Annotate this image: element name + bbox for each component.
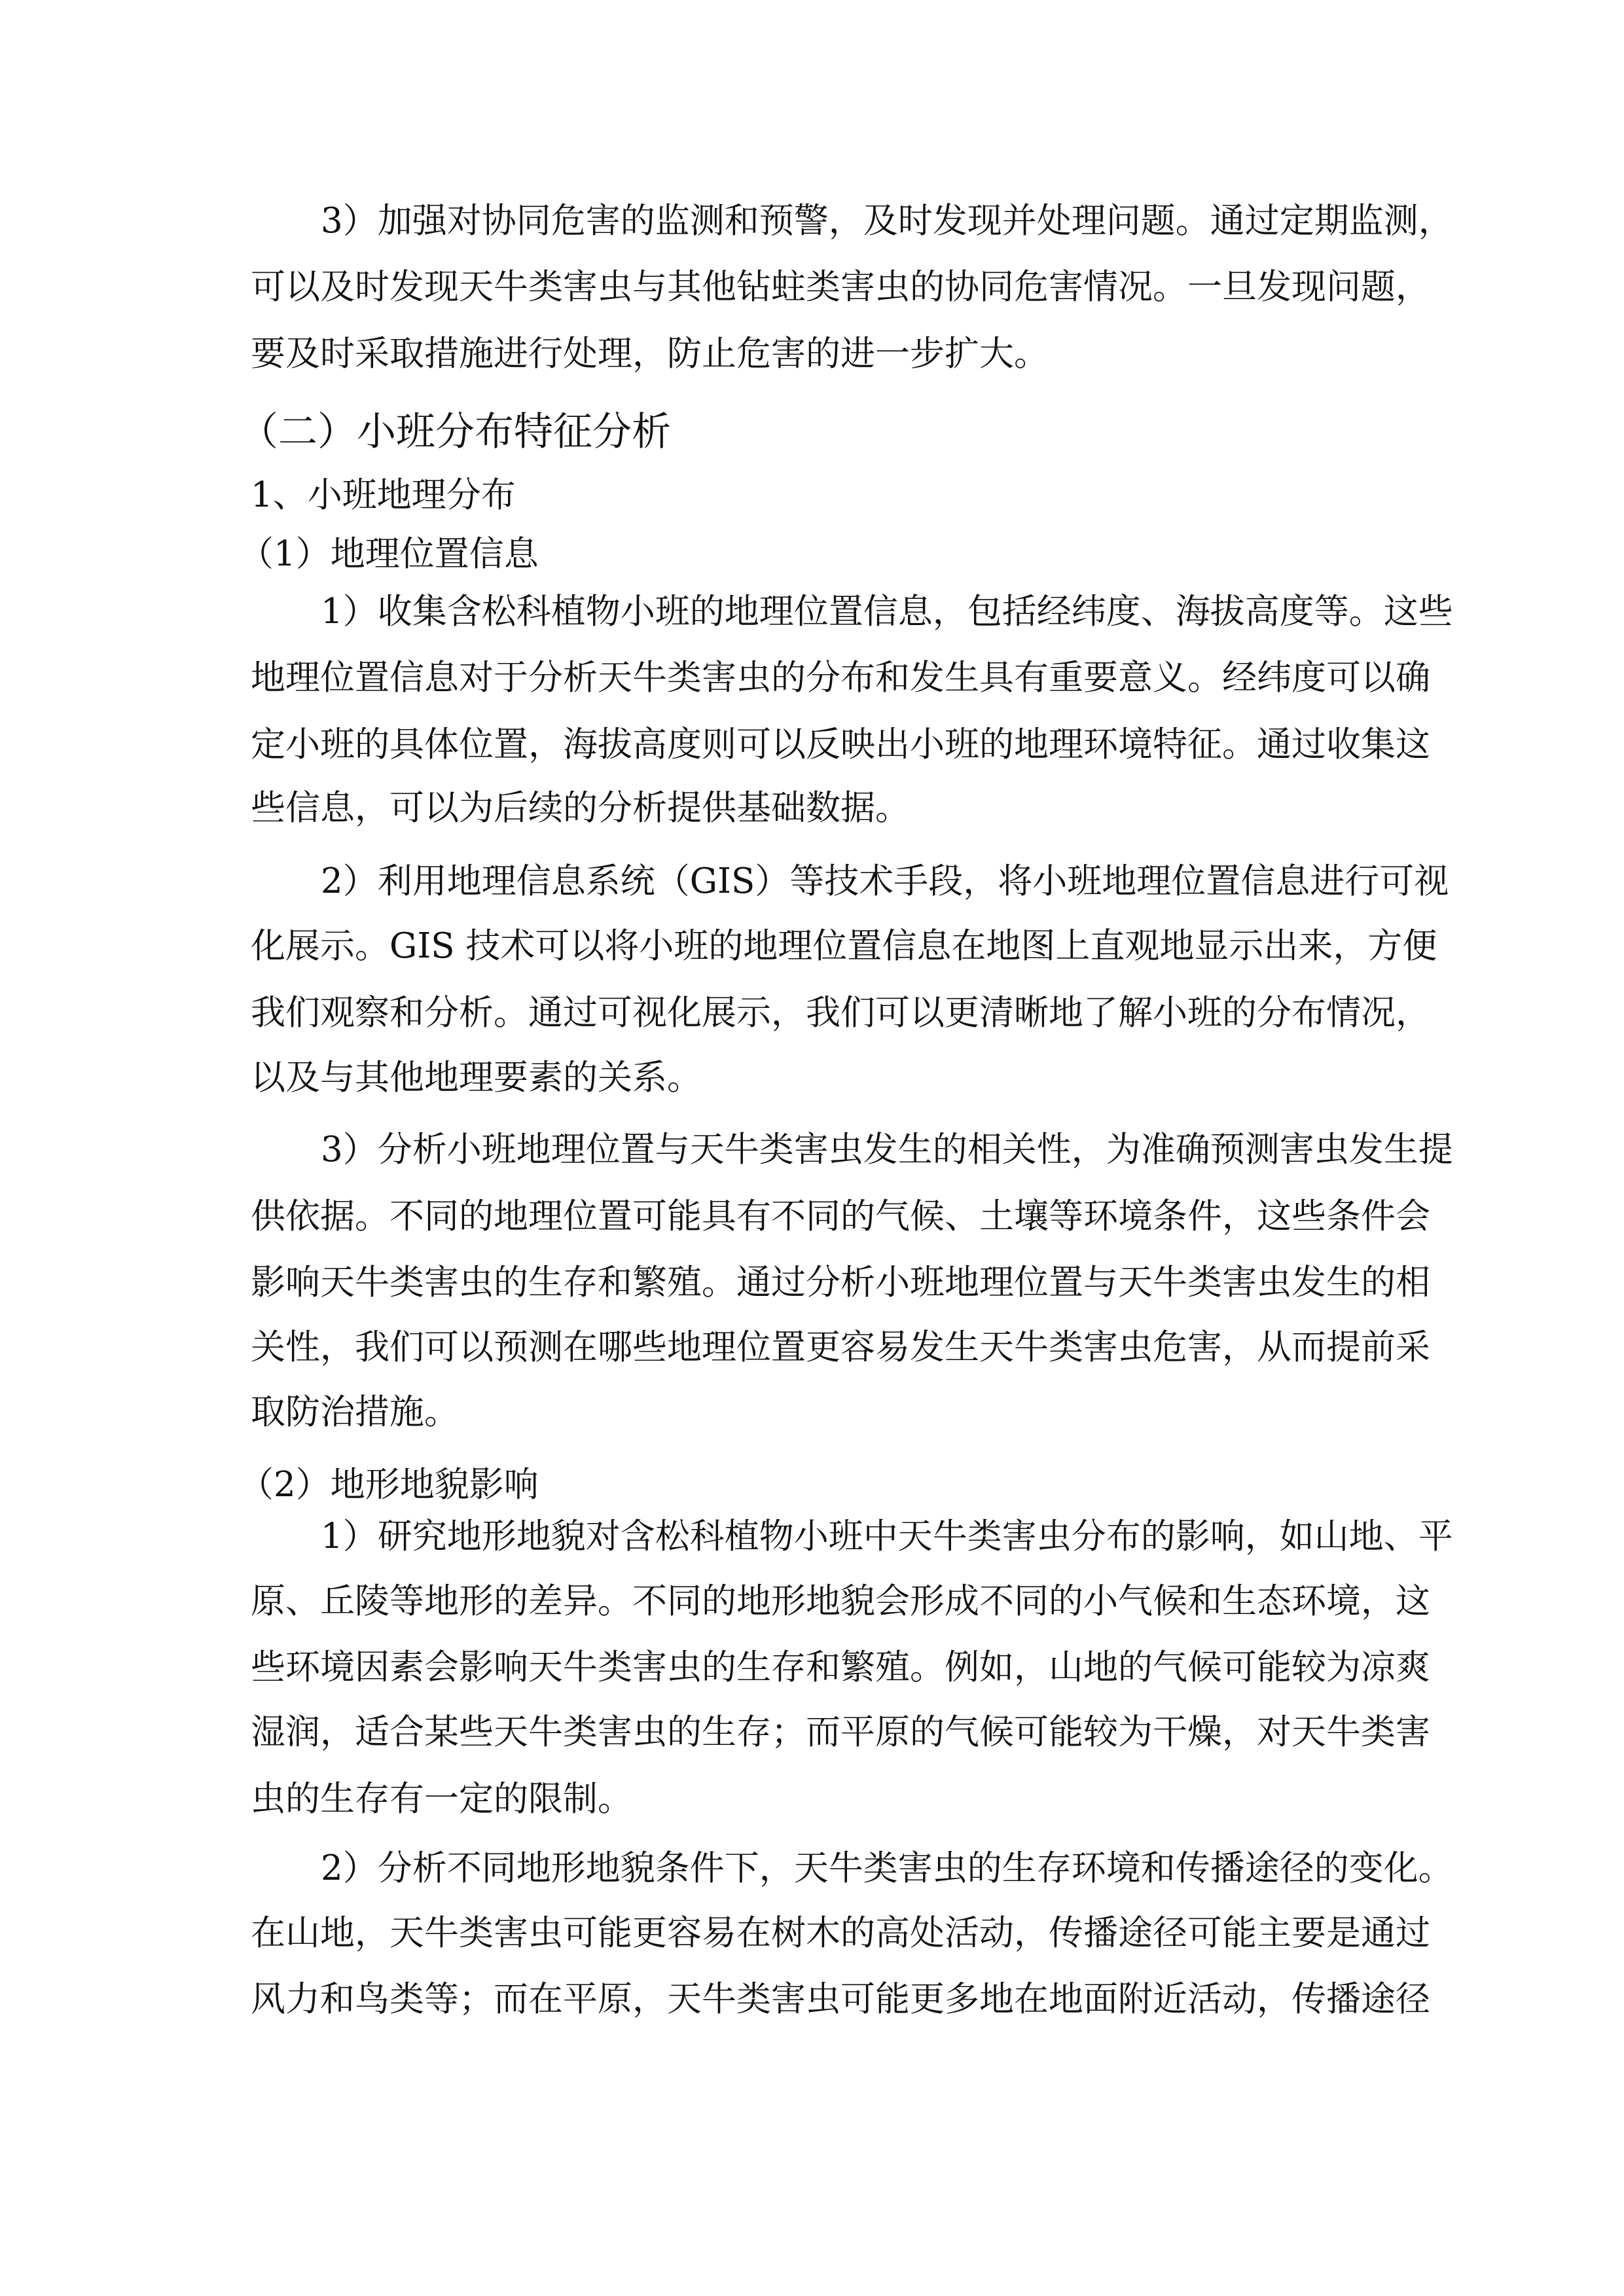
- text-line: 我们观察和分析。通过可视化展示，我们可以更清晰地了解小班的分布情况，: [251, 993, 1430, 1033]
- text-line: 关性，我们可以预测在哪些地理位置更容易发生天牛类害虫危害，从而提前采: [251, 1327, 1430, 1367]
- text-line: 1、小班地理分布: [251, 475, 516, 515]
- text-line: 风力和鸟类等；而在平原，天牛类害虫可能更多地在地面附近活动，传播途径: [251, 1979, 1430, 2019]
- text-line: 些信息，可以为后续的分析提供基础数据。: [251, 788, 910, 828]
- text-line: 在山地，天牛类害虫可能更容易在树木的高处活动，传播途径可能主要是通过: [251, 1913, 1430, 1953]
- text-line: 供依据。不同的地理位置可能具有不同的气候、土壤等环境条件，这些条件会: [251, 1196, 1430, 1236]
- text-line: 以及与其他地理要素的关系。: [251, 1058, 702, 1098]
- text-line: 取防治措施。: [251, 1392, 459, 1432]
- text-line: 虫的生存有一定的限制。: [251, 1779, 632, 1819]
- text-line: 些环境因素会影响天牛类害虫的生存和繁殖。例如，山地的气候可能较为凉爽: [251, 1647, 1430, 1687]
- text-line: （2）地形地貌影响: [239, 1465, 539, 1505]
- text-line: 2）分析不同地形地貌条件下，天牛类害虫的生存环境和传播途径的变化。: [321, 1848, 1453, 1888]
- text-line: 3）加强对协同危害的监测和预警，及时发现并处理问题。通过定期监测，: [321, 201, 1453, 241]
- text-line: 要及时采取措施进行处理，防止危害的进一步扩大。: [251, 334, 1049, 374]
- text-line: 化展示。GIS 技术可以将小班的地理位置信息在地图上直观地显示出来，方便: [251, 926, 1437, 966]
- text-line: 3）分析小班地理位置与天牛类害虫发生的相关性，为准确预测害虫发生提: [321, 1130, 1453, 1170]
- text-line: 原、丘陵等地形的差异。不同的地形地貌会形成不同的小气候和生态环境，这: [251, 1581, 1430, 1621]
- text-line: 影响天牛类害虫的生存和繁殖。通过分析小班地理位置与天牛类害虫发生的相: [251, 1263, 1430, 1302]
- text-line: （1）地理位置信息: [239, 534, 539, 574]
- text-line: 可以及时发现天牛类害虫与其他钻蛀类害虫的协同危害情况。一旦发现问题，: [251, 267, 1430, 307]
- text-line: 湿润，适合某些天牛类害虫的生存；而平原的气候可能较为干燥，对天牛类害: [251, 1712, 1430, 1752]
- text-line: 地理位置信息对于分析天牛类害虫的分布和发生具有重要意义。经纬度可以确: [251, 658, 1430, 698]
- text-line: 定小班的具体位置，海拔高度则可以反映出小班的地理环境特征。通过收集这: [251, 725, 1430, 764]
- text-line: 1）研究地形地貌对含松科植物小班中天牛类害虫分布的影响，如山地、平: [321, 1516, 1453, 1556]
- text-line: （二）小班分布特征分析: [239, 409, 671, 455]
- text-line: 1）收集含松科植物小班的地理位置信息，包括经纬度、海拔高度等。这些: [321, 592, 1453, 632]
- text-line: 2）利用地理信息系统（GIS）等技术手段，将小班地理位置信息进行可视: [321, 861, 1449, 901]
